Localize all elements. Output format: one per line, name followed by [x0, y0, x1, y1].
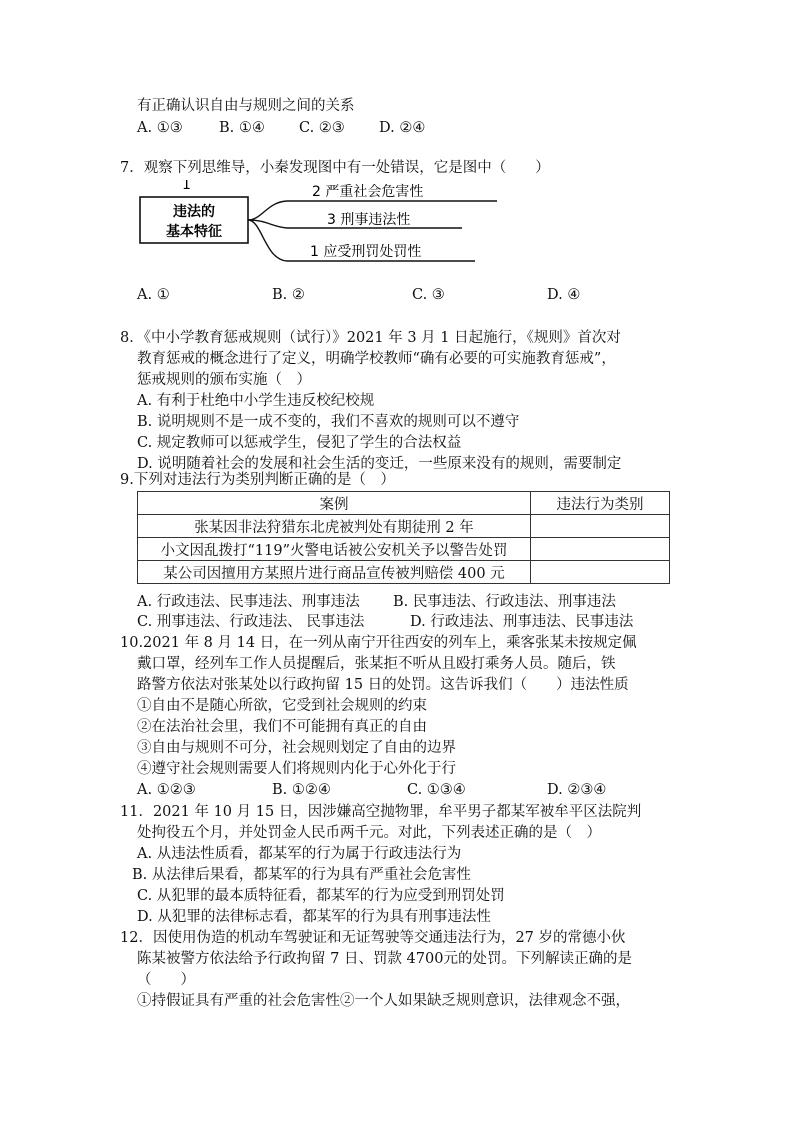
q11-option-d: D. 从犯罪的法律标志看，都某军的行为具有刑事违法性: [137, 909, 491, 925]
q9-option-c: C. 刑事违法、行政违法、 民事违法: [137, 614, 365, 630]
q12-line-4: ①持假证具有严重的社会危害性②一个人如果缺乏规则意识，法律观念不强，: [137, 993, 630, 1009]
q8-option-c: C. 规定教师可以惩戒学生，侵犯了学生的合法权益: [137, 435, 462, 451]
mindmap-branch-label-3: 1 应受刑罚处罚性: [310, 244, 422, 260]
q9-stem: 9.下列对违法行为类别判断正确的是（ ）: [120, 472, 395, 488]
q8-line-3: 惩戒规则的颁布实施（ ）: [137, 372, 311, 388]
table-header-category: 违法行为类别: [531, 492, 670, 515]
q10-option-a: A. ①②③: [137, 782, 196, 798]
q7-option-b: B. ②: [272, 287, 305, 303]
q11-option-a: A. 从违法性质看，都某军的行为属于行政违法行为: [137, 846, 462, 862]
table-cell-case: 小文因乱拨打“119”火警电话被公安机关予以警告处罚: [138, 538, 531, 561]
q7-option-a: A. ①: [137, 287, 170, 303]
table-row: [138, 561, 670, 584]
q10-line-2: 戴口罩，经列车工作人员提醒后，张某拒不听从且殴打乘务人员。随后，铁: [137, 656, 616, 672]
q9-option-b: B. 民事违法、行政违法、刑事违法: [393, 594, 616, 610]
table-cell-category: [531, 538, 670, 561]
q8-line-2: 教育惩戒的概念进行了定义，明确学校教师“确有必要的可实施教育惩戒”，: [137, 351, 616, 367]
mindmap-center-line1: 违法的: [173, 204, 215, 220]
q6-option-c: C. ②③: [299, 120, 345, 136]
q11-line-1: 11．2021 年 10 月 15 日，因涉嫌高空抛物罪，牟平男子都某军被牟平区法院判: [120, 804, 642, 820]
q8-line-1: 8．《中小学教育惩戒规则（试行）》2021 年 3 月 1 日起施行，《规则》首次对: [120, 330, 621, 346]
mindmap-top-number: 1: [182, 180, 191, 193]
q10-options: [137, 780, 606, 800]
table-header-row: [138, 492, 670, 515]
q7-option-c: C. ③: [412, 287, 445, 303]
q12-stem: [120, 928, 632, 1012]
table-cell-case: 某公司因擅用方某照片进行商品宣传被判赔偿 400 元: [138, 561, 531, 584]
q12-line-2: 陈某被警方依法给予行政拘留 7 日、罚款 4700元的处罚。下列解读正确的是: [137, 951, 632, 967]
table-cell-category: [531, 561, 670, 584]
q9-table: [137, 491, 670, 584]
q10-statement-1: ①自由不是随心所欲，它受到社会规则的约束: [137, 698, 427, 714]
q9-option-a: A. 行政违法、民事违法、刑事违法: [137, 594, 360, 610]
q11-line-2: 处拘役五个月，并处罚金人民币两千元。对此，下列表述正确的是（ ）: [137, 825, 601, 841]
table-cell-case: 张某因非法狩猎东北虎被判处有期徒刑 2 年: [138, 515, 531, 538]
q10-option-c: C. ①③④: [407, 782, 466, 798]
q11-stem: [120, 802, 641, 928]
q12-line-1: 12．因使用伪造的机动车驾驶证和无证驾驶等交通违法行为，27 岁的常德小伙: [120, 930, 626, 946]
q10-stem: [120, 633, 637, 780]
q11-option-b: B. 从法律后果看，都某军的行为具有严重社会危害性: [132, 867, 471, 883]
q12-line-3: （ ）: [137, 972, 195, 988]
table-row: [138, 515, 670, 538]
q6-option-b: B. ①④: [219, 120, 265, 136]
mindmap-center-line2: 基本特征: [166, 224, 222, 240]
q9-options-row1: [137, 592, 616, 612]
q7-option-d: D. ④: [547, 287, 581, 303]
q8-option-a: A. 有利于杜绝中小学生违反校纪校规: [137, 393, 375, 409]
q9-option-d: D. 行政违法、刑事违法、民事违法: [410, 614, 634, 630]
q10-line-3: 路警方依法对张某处以行政拘留 15 日的处罚。这告诉我们（ ）违法性质: [137, 677, 629, 693]
q7-stem: 7．观察下列思维导，小秦发现图中有一处错误，它是图中（ ）: [120, 160, 550, 176]
q6-option-a: A. ①③: [137, 120, 183, 136]
mindmap-diagram: [137, 180, 507, 265]
q10-option-b: B. ①②④: [272, 782, 331, 798]
q7-options: [137, 285, 580, 305]
q9-options-row2: [137, 612, 633, 632]
q10-option-d: D. ②③④: [547, 782, 607, 798]
q10-statement-4: ④遵守社会规则需要人们将规则内化于心外化于行: [137, 761, 456, 777]
q8-option-d: D. 说明随着社会的发展和社会生活的变迁，一些原来没有的规则，需要制定: [137, 456, 622, 472]
q6-options: [137, 118, 425, 138]
q8-option-b: B. 说明规则不是一成不变的，我们不喜欢的规则可以不遵守: [137, 414, 520, 430]
table-cell-category: [531, 515, 670, 538]
q11-option-c: C. 从犯罪的最本质特征看，都某军的行为应受到刑罚处罚: [137, 888, 505, 904]
mindmap-branch-label-1: 2 严重社会危害性: [312, 184, 424, 200]
q6-option-d: D. ②④: [379, 120, 426, 136]
table-header-case: 案例: [138, 492, 531, 515]
table-row: [138, 538, 670, 561]
q6-line-tail: 有正确认识自由与规则之间的关系: [137, 98, 355, 114]
q10-line-1: 10.2021 年 8 月 14 日，在一列从南宁开往西安的列车上，乘客张某未按规定佩: [120, 635, 637, 651]
q10-statement-2: ②在法治社会里，我们不可能拥有真正的自由: [137, 719, 427, 735]
q7-mindmap: [137, 180, 507, 265]
q10-statement-3: ③自由与规则不可分，社会规则划定了自由的边界: [137, 740, 456, 756]
mindmap-branch-label-2: 3 刑事违法性: [327, 212, 411, 228]
q8-stem: [120, 328, 621, 475]
